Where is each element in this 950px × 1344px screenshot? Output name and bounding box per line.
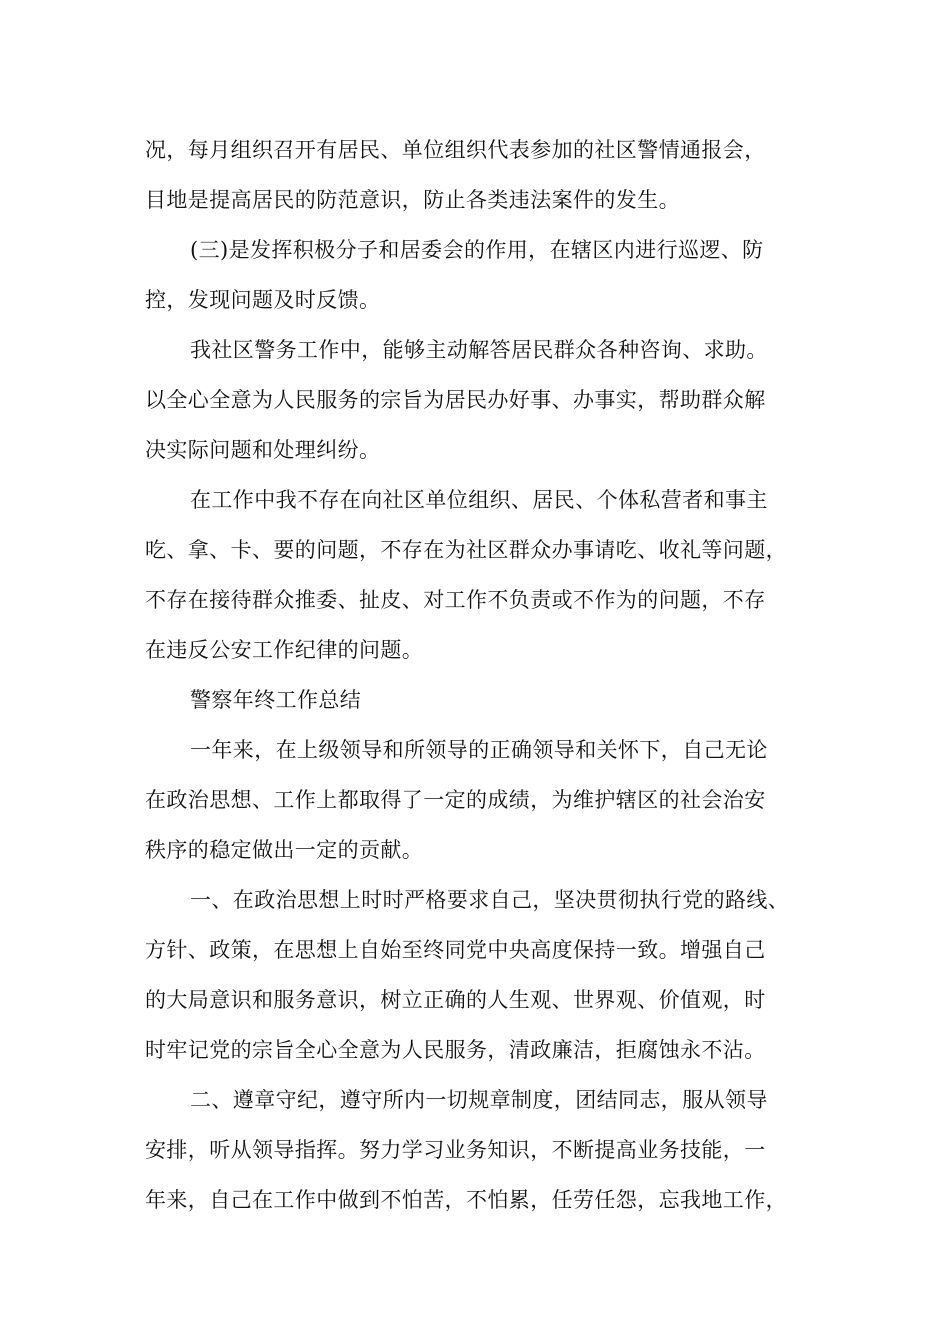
paragraph-start-line: 在工作中我不存在向社区单位组织、居民、个体私营者和事主 (190, 488, 768, 512)
text-line: 况，每月组织召开有居民、单位组织代表参加的社区警情通报会， (145, 138, 766, 162)
paragraph-start-line: (三)是发挥积极分子和居委会的作用，在辖区内进行巡逻、防 (190, 238, 764, 262)
text-line: 控，发现问题及时反馈。 (145, 288, 381, 312)
paragraph-start-line: 二、遵章守纪，遵守所内一切规章制度，团结同志，服从领导 (190, 1088, 768, 1112)
text-line: 时牢记党的宗旨全心全意为人民服务，清政廉洁，拒腐蚀永不沾。 (145, 1038, 766, 1062)
section-title: 警察年终工作总结 (190, 688, 362, 712)
text-line: 决实际问题和处理纠纷。 (145, 438, 381, 462)
text-line: 在政治思想、工作上都取得了一定的成绩，为维护辖区的社会治安 (145, 788, 766, 812)
text-line: 方针、政策，在思想上自始至终同党中央高度保持一致。增强自己 (145, 938, 766, 962)
text-line: 不存在接待群众推委、扯皮、对工作不负责或不作为的问题，不存 (145, 588, 766, 612)
text-line: 以全心全意为人民服务的宗旨为居民办好事、办事实，帮助群众解 (145, 388, 766, 412)
text-line: 秩序的稳定做出一定的贡献。 (145, 838, 424, 862)
text-line: 的大局意识和服务意识，树立正确的人生观、世界观、价值观，时 (145, 988, 766, 1012)
text-line: 目地是提高居民的防范意识，防止各类违法案件的发生。 (145, 188, 680, 212)
paragraph-start-line: 我社区警务工作中，能够主动解答居民群众各种咨询、求助。 (190, 338, 768, 362)
paragraph-start-line: 一、在政治思想上时时严格要求自己，坚决贯彻执行党的路线、 (190, 888, 790, 912)
text-line: 安排，听从领导指挥。努力学习业务知识，不断提高业务技能，一 (145, 1138, 766, 1162)
text-line: 年来，自己在工作中做到不怕苦，不怕累，任劳任怨，忘我地工作， (145, 1188, 787, 1212)
text-line: 吃、拿、卡、要的问题，不存在为社区群众办事请吃、收礼等问题， (145, 538, 787, 562)
paragraph-start-line: 一年来，在上级领导和所领导的正确领导和关怀下，自己无论 (190, 738, 768, 762)
text-line: 在违反公安工作纪律的问题。 (145, 638, 424, 662)
